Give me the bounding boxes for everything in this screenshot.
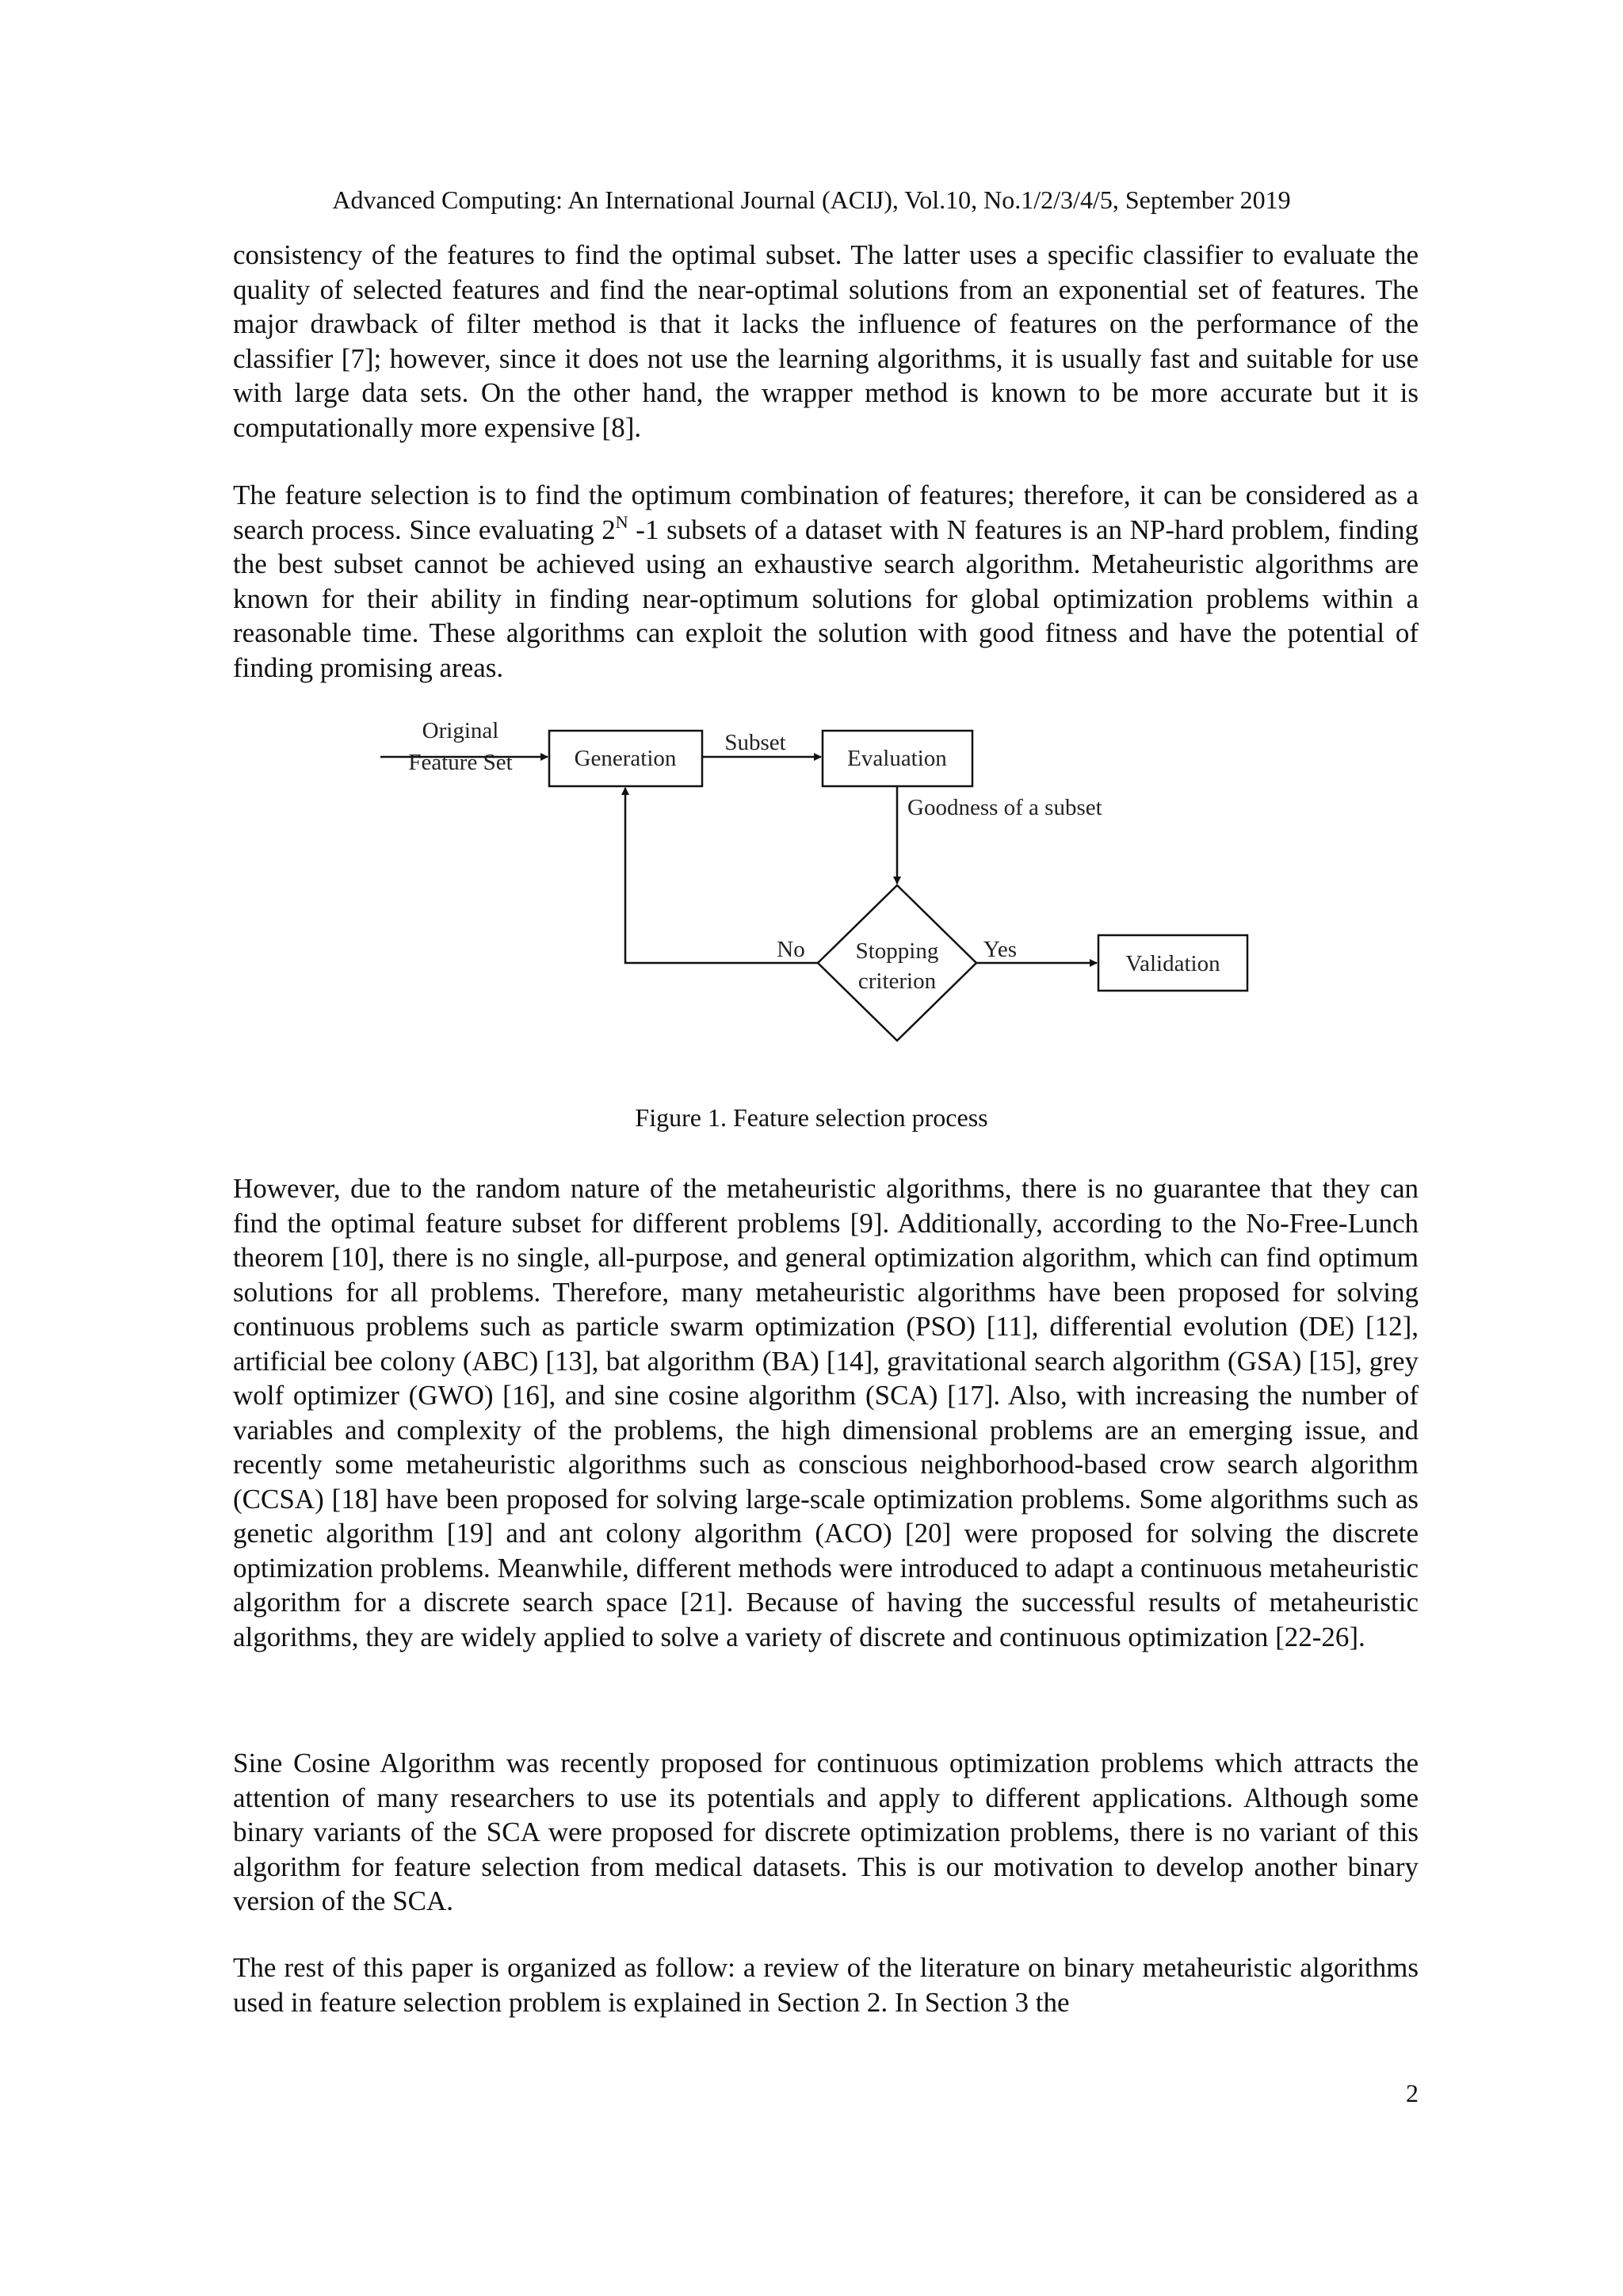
decision-label-line1: Stopping [855,938,939,964]
generation-label: Generation [574,746,677,771]
feature-selection-diagram [372,709,1276,1058]
superscript-n: N [615,511,628,532]
subset-label: Subset [724,730,786,755]
input-label-line2: Feature Set [408,750,513,775]
running-header: Advanced Computing: An International Journal (ACIJ), Vol.10, No.1/2/3/4/5, September 2019 [332,185,1291,214]
paragraph-sca-motivation: Sine Cosine Algorithm was recently proposed for continuous optimization problems which attracts the attention of many researchers to use its potentials and apply to different applications. Although some binary variants of the SCA were proposed for discrete optimization problems, there is no variant of this algorithm for feature selection from medical datasets. This is our motivation to develop another binary version of the SCA. [233,1748,1419,1916]
goodness-label: Goodness of a subset [907,795,1102,820]
paragraph-metaheuristics: However, due to the random nature of the metaheuristic algorithms, there is no guarantee that they can find the optimal feature subset for different problems [9]. Additionally, according to the No-Free-Lunch theorem [10], there is no single, all-purpose, and general optimization algorithm, which can find optimum solutions for all problems. Therefore, many metaheuristic algorithms have been proposed for solving continuous problems such as particle swarm optimization (PSO) [11], differential evolution (DE) [12], artificial bee colony (ABC) [13], bat algorithm (BA) [14], gravitational search algorithm (GSA) [15], grey wolf optimizer (GWO) [16], and sine cosine algorithm (SCA) [17]. Also, with increasing the number of variables and complexity of the problems, the high dimensional problems are an emerging issue, and recently some metaheuristic algorithms such as conscious neighborhood-based crow search algorithm (CCSA) [18] have been proposed for solving large-scale optimization problems. Some algorithms such as genetic algorithm [19] and ant colony algorithm (ACO) [20] were proposed for solving the discrete optimization problems. Meanwhile, different methods were introduced to adapt a continuous metaheuristic algorithm for a discrete search space [21]. Because of having the successful results of metaheuristic algorithms, they are widely applied to solve a variety of discrete and continuous optimization [22-26]. [233,1173,1419,1652]
paragraph-text-part: The feature selection is to find the optimum combination of features; therefore, it can be considered as a search process. Since evaluating 2 [233,479,1419,545]
input-label-line1: Original [422,718,499,743]
figure-caption: Figure 1. Feature selection process [635,1103,988,1132]
evaluation-label: Evaluation [847,746,947,771]
paragraph-organization: The rest of this paper is organized as follow: a review of the literature on binary metaheuristic algorithms used in feature selection problem is explained in Section 2. In Section 3 the [233,1952,1419,2018]
validation-label: Validation [1125,951,1220,976]
decision-label-line2: criterion [857,968,937,994]
page-number: 2 [1406,2079,1419,2107]
paragraph-search-process [233,478,1419,685]
no-label: No [777,937,805,962]
paragraph-filter-wrapper: consistency of the features to find the optimal subset. The latter uses a specific classifier to evaluate the quality of selected features and find the near-optimal solutions from an exponential set of features. The major drawback of filter method is that it lacks the influence of features on the performance of the classifier [7]; however, since it does not use the learning algorithms, it is usually fast and suitable for use with large data sets. On the other hand, the wrapper method is known to be more accurate but it is computationally more expensive [8]. [233,239,1419,443]
yes-label: Yes [983,937,1018,962]
paragraph-text-part: -1 subsets of a dataset with N features is an NP-hard problem, finding the best subset cannot be achieved using an exhaustive search algorithm. Metaheuristic algorithms are known for their ability in finding near-optimum solutions for global optimization problems within a reasonable time. These algorithms can exploit the solution with good fitness and have the potential of finding promising areas. [233,514,1419,683]
